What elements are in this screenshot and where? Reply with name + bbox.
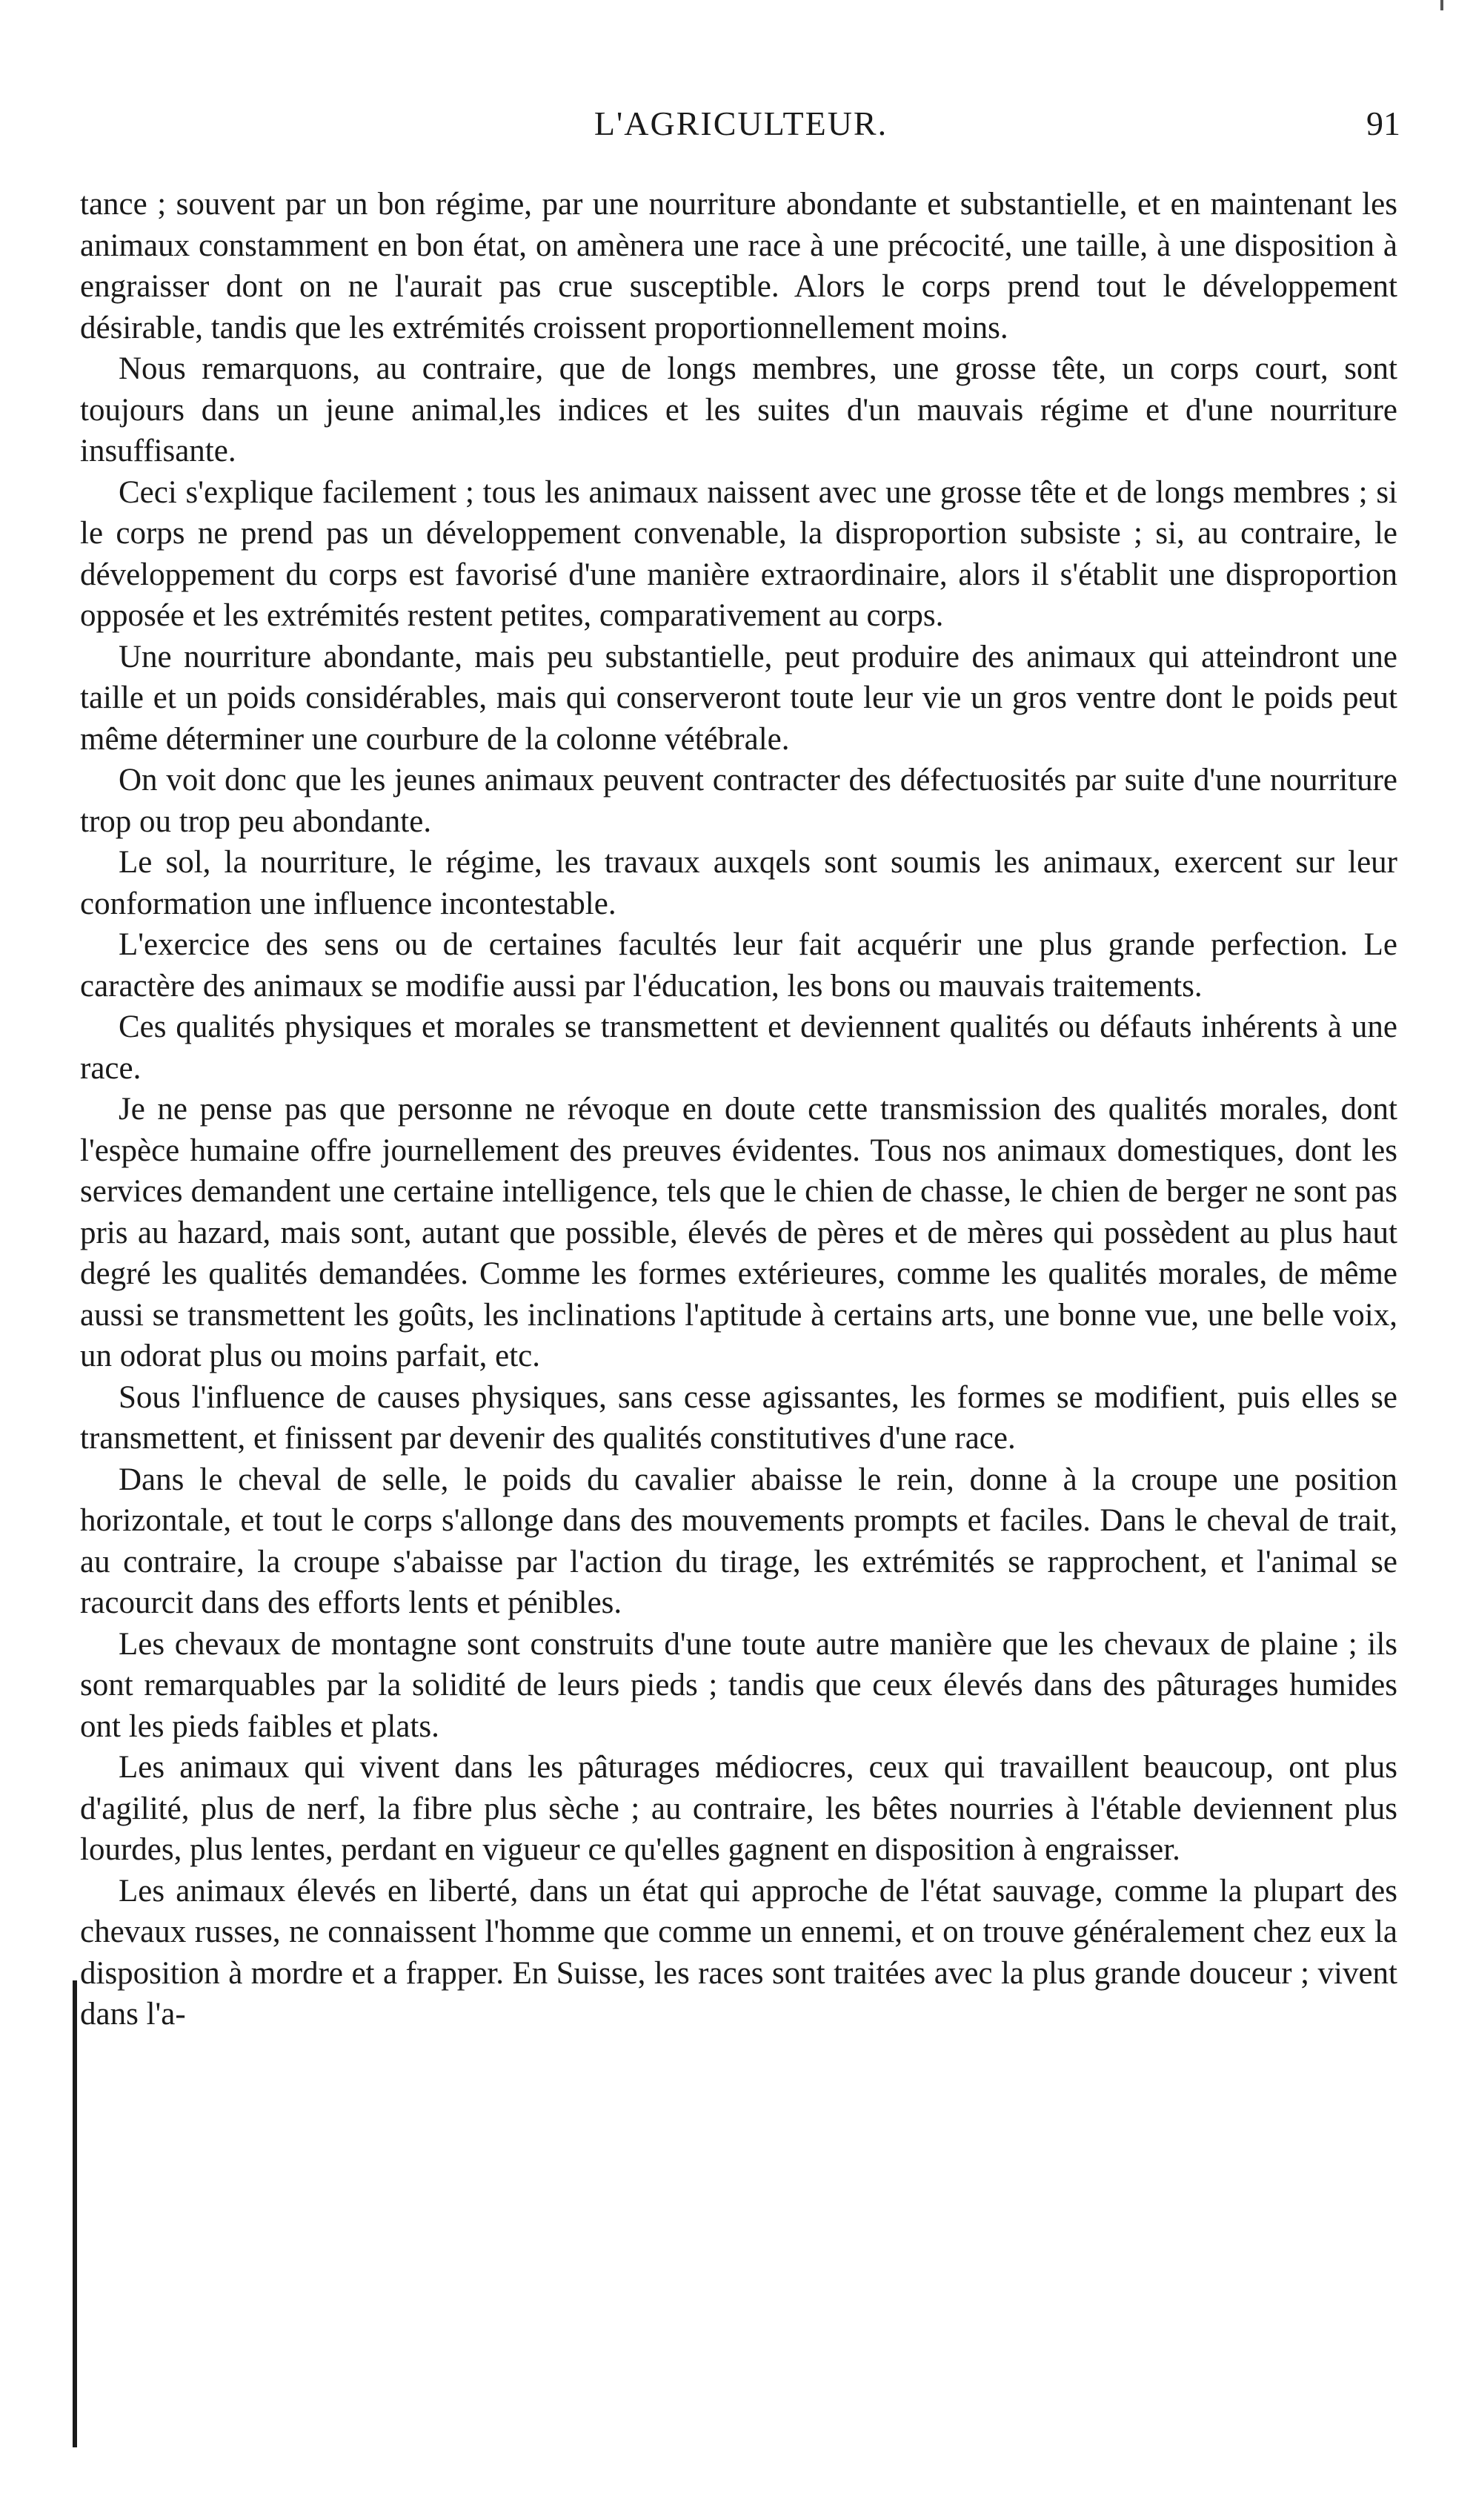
- paragraph-1: tance ; souvent par un bon régime, par une nourriture abondante et substantielle, et en maintenant les animaux constamment en bon état, on amènera une race à une précocité, une taille, à une disposition à engraisser dont on ne l'aurait pas crue susceptible. Alors le corps prend tout le développement désirable, tandis que les extrémités croissent proportionnellement moins.: [80, 187, 1397, 345]
- paragraph-6: Le sol, la nourriture, le régime, les travaux auxqels sont soumis les animaux, exercent sur leur conformation une influence incontestable.: [80, 845, 1397, 921]
- paragraph-2: Nous remarquons, au contraire, que de longs membres, une grosse tête, un corps court, sont toujours dans un jeune animal,les indices et les suites d'un mauvais régime et d'une nourriture insuffisante.: [80, 351, 1397, 468]
- body-text: [80, 184, 1397, 2035]
- paragraph-8: Ces qualités physiques et morales se transmettent et deviennent qualités ou défauts inhérents à une race.: [80, 1009, 1397, 1086]
- paragraph-14: Les animaux élevés en liberté, dans un état qui approche de l'état sauvage, comme la plupart des chevaux russes, ne connaissent l'homme que comme un ennemi, et on trouve généralement chez eux la disposition à mordre et a frapper. En Suisse, les races sont traitées avec la plus grande douceur ; vivent dans l'a-: [80, 1873, 1397, 2032]
- paragraph-9: Je ne pense pas que personne ne révoque en doute cette transmission des qualités morales, dont l'espèce humaine offre journellement des preuves évidentes. Tous nos animaux domestiques, dont les services demandent une certaine intelligence, tels que le chien de chasse, le chien de berger ne sont pas pris au hazard, mais sont, autant que possible, élevés de pères et de mères qui possèdent au plus haut degré les qualités demandées. Comme les formes extérieures, comme les qualités morales, de même aussi se transmettent les goûts, les inclinations l'aptitude à certains arts, une bonne vue, une belle voix, un odorat plus ou moins parfait, etc.: [80, 1092, 1397, 1373]
- paragraph-3: Ceci s'explique facilement ; tous les animaux naissent avec une grosse tête et de longs membres ; si le corps ne prend pas un développement convenable, la disproportion subsiste ; si, au contraire, le développement du corps est favorisé d'une manière extraordinaire, alors il s'établit une disproportion opposée et les extrémités restent petites, comparativement au corps.: [80, 474, 1397, 633]
- paragraph-11: Dans le cheval de selle, le poids du cavalier abaisse le rein, donne à la croupe une position horizontale, et tout le corps s'allonge dans des mouvements prompts et faciles. Dans le cheval de trait, au contraire, la croupe s'abaisse par l'action du tirage, les extrémités se rapprochent, et l'animal se racourcit dans des efforts lents et pénibles.: [80, 1462, 1397, 1620]
- paragraph-5: On voit donc que les jeunes animaux peuvent contracter des défectuosités par suite d'une nourriture trop ou trop peu abondante.: [80, 763, 1397, 839]
- paragraph-12: Les chevaux de montagne sont construits d'une toute autre manière que les chevaux de plaine ; ils sont remarquables par la solidité de leurs pieds ; tandis que ceux élevés dans des pâturages humides ont les pieds faibles et plats.: [80, 1626, 1397, 1744]
- running-title: L'AGRICULTEUR.: [593, 105, 888, 142]
- paragraph-4: Une nourriture abondante, mais peu substantielle, peut produire des animaux qui atteindront une taille et un poids considérables, mais qui conserveront toute leur vie un gros ventre dont le poids peut même déterminer une courbure de la colonne vétébrale.: [80, 639, 1397, 757]
- scan-speck: [1440, 0, 1443, 10]
- binding-margin-rule: [73, 1980, 77, 2447]
- page-header: [82, 104, 1400, 156]
- paragraph-7: L'exercice des sens ou de certaines facultés leur fait acquérir une plus grande perfection. Le caractère des animaux se modifie aussi par l'éducation, les bons ou mauvais traitements.: [80, 927, 1397, 1004]
- paragraph-10: Sous l'influence de causes physiques, sans cesse agissantes, les formes se modifient, puis elles se transmettent, et finissent par devenir des qualités constitutives d'une race.: [80, 1379, 1397, 1456]
- page-number: 91: [1366, 105, 1400, 142]
- paragraph-13: Les animaux qui vivent dans les pâturages médiocres, ceux qui travaillent beaucoup, ont plus d'agilité, plus de nerf, la fibre plus sèche ; au contraire, les bêtes nourries à l'étable deviennent plus lourdes, plus lentes, perdant en vigueur ce qu'elles gagnent en disposition à engraisser.: [80, 1750, 1397, 1867]
